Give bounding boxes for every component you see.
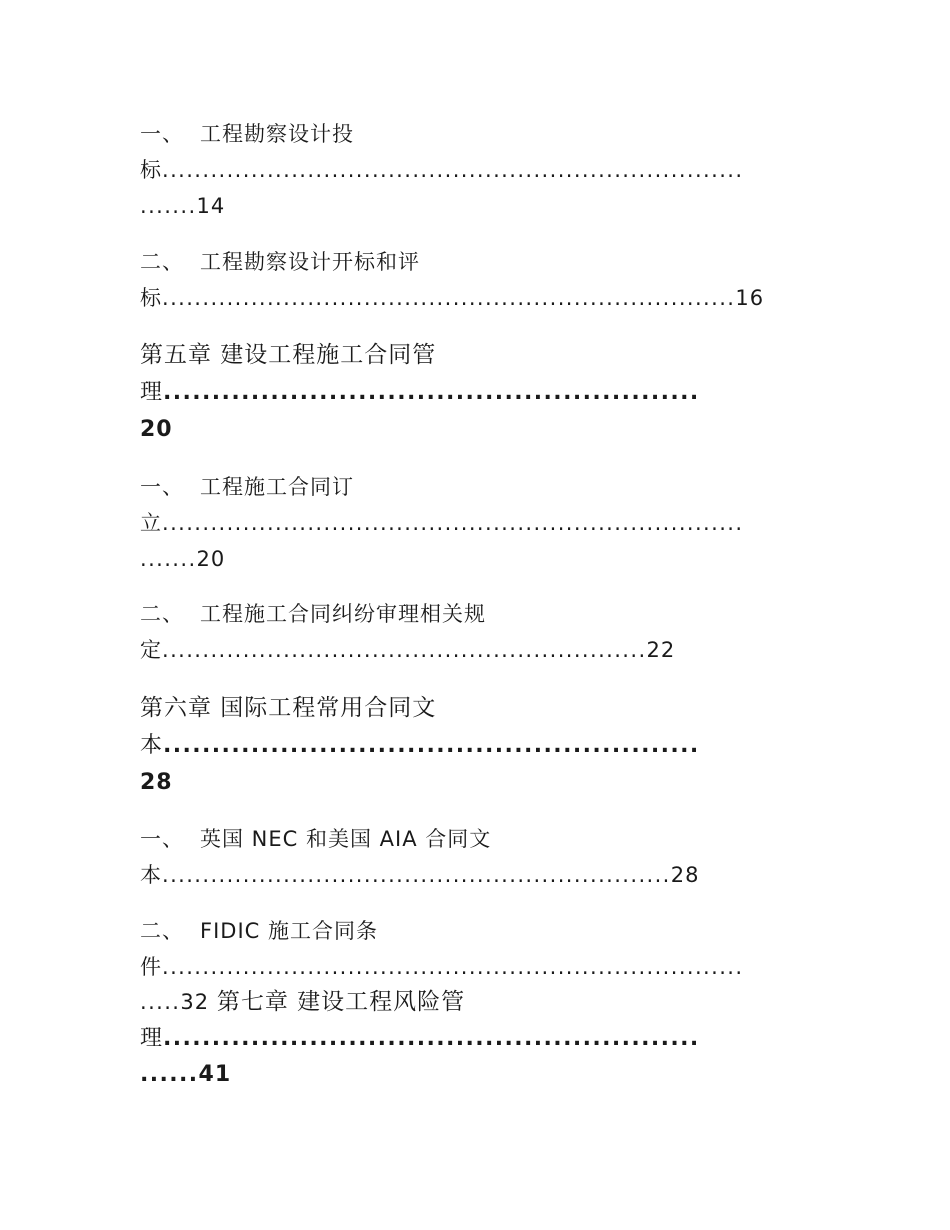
toc-section-title: 工程施工合同纠纷审理相关规 (200, 602, 486, 626)
toc-title-tail: 本 (140, 863, 162, 887)
toc-section-number: 二、 (140, 919, 184, 943)
toc-entry-leader (140, 509, 743, 537)
toc-chapter-page-line (140, 769, 173, 797)
toc-dot-leader: ........................................................................ (162, 511, 744, 535)
toc-section-title: 工程勘察设计开标和评 (200, 250, 420, 274)
toc-page-number: 28 (670, 863, 700, 887)
toc-entry-leader (140, 953, 743, 981)
toc-section-number: 一、 (140, 475, 184, 499)
toc-section-title: 工程施工合同订 (200, 475, 354, 499)
toc-dot-leader: ....................................................... (163, 380, 700, 405)
toc-title-tail: 标 (140, 158, 162, 182)
toc-title-tail: 立 (140, 511, 162, 535)
toc-entry-title (140, 600, 486, 628)
toc-title-tail: 本 (140, 733, 164, 758)
toc-dot-leader: ............................................................... (162, 863, 671, 887)
toc-page-number: 28 (140, 770, 173, 795)
toc-chapter-title (140, 341, 436, 369)
toc-dot-leader: ....................................................... (163, 1026, 700, 1051)
toc-entry-leader (140, 861, 699, 889)
toc-title-tail: 理 (140, 1026, 164, 1051)
toc-page-number: 32 (180, 990, 210, 1014)
toc-section-number: 二、 (140, 602, 184, 626)
toc-section-title: FIDIC 施工合同条 (200, 919, 378, 943)
toc-entry-title (140, 120, 354, 148)
toc-title-tail: 理 (140, 380, 164, 405)
toc-dot-leader: ...... (140, 1062, 199, 1087)
toc-dot-leader: ..... (140, 990, 181, 1014)
toc-page-number: 22 (646, 638, 676, 662)
toc-entry-title (140, 825, 491, 853)
toc-page-number: 41 (198, 1062, 232, 1087)
toc-entry-leader (140, 156, 743, 184)
toc-entry-leader (140, 284, 764, 312)
toc-entry-title (140, 248, 420, 276)
toc-dot-leader: ........................................................................ (162, 955, 744, 979)
toc-chapter-leader (140, 379, 700, 407)
toc-section-number: 二、 (140, 250, 184, 274)
toc-page-number: 16 (735, 286, 765, 310)
toc-dot-leader: ........................................................................ (162, 158, 744, 182)
toc-dot-leader: ....... (140, 194, 197, 218)
toc-chapter-page-line (140, 416, 173, 444)
toc-page-number: 20 (196, 547, 226, 571)
toc-entry-title (140, 473, 354, 501)
toc-page-number: 14 (196, 194, 226, 218)
toc-chapter-title (140, 694, 436, 722)
toc-entry-page-line (140, 192, 225, 220)
toc-title-tail: 件 (140, 955, 162, 979)
toc-section-title: 工程勘察设计投 (200, 122, 354, 146)
toc-dot-leader: ....................................................................... (162, 286, 736, 310)
toc-dot-leader: ....................................................... (163, 733, 700, 758)
toc-page-number: 20 (140, 417, 173, 442)
toc-entry-page-line (140, 988, 465, 1016)
toc-entry-title (140, 917, 378, 945)
toc-chapter-leader (140, 1025, 700, 1053)
toc-chapter-leader (140, 732, 700, 760)
toc-entry-leader (140, 636, 675, 664)
toc-chapter-heading: 第七章 建设工程风险管 (216, 989, 466, 1015)
toc-section-title: 英国 NEC 和美国 AIA 合同文 (200, 827, 492, 851)
toc-chapter-page-line (140, 1061, 231, 1089)
toc-section-number: 一、 (140, 122, 184, 146)
toc-section-number: 一、 (140, 827, 184, 851)
toc-chapter-heading: 第六章 国际工程常用合同文 (140, 695, 437, 721)
toc-title-tail: 定 (140, 638, 162, 662)
toc-dot-leader: ....... (140, 547, 197, 571)
toc-chapter-heading: 第五章 建设工程施工合同管 (140, 342, 437, 368)
toc-dot-leader: ............................................................ (162, 638, 647, 662)
toc-entry-page-line (140, 545, 225, 573)
toc-title-tail: 标 (140, 286, 162, 310)
